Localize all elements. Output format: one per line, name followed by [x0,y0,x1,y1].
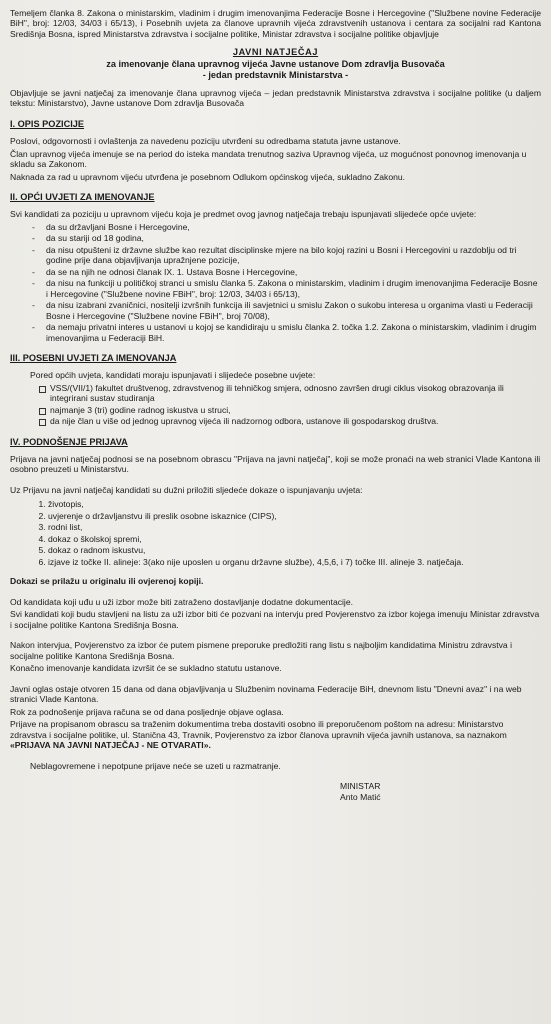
section-4-paragraph: Prijava na javni natječaj podnosi se na posebnom obrascu "Prijava na javni natječaj", koji se može pronaći na web stranici Vlade Kantona ili osobno preuzeti u Ministarstvu. [10,453,541,475]
list-item: - da nemaju privatni interes u ustanovi u kojoj se kandidiraju u smislu članka 2. točka 1.2. Zakona o ministarskim, vladinim i drugim imenovanjima u Federaciji BiH. [32,322,541,343]
section-1-paragraph: Poslovi, odgovornosti i ovlaštenja za navedenu poziciju utvrđeni su odredbama statuta javne ustanove. [10,136,401,147]
section-3-heading: III. POSEBNI UVJETI ZA IMENOVANJA [10,353,177,364]
list-item: - da nisu na funkciji u političkoj stranci u smislu članka 5. Zakona o ministarskim, vladinim i drugim imenovanjima Federacije Bosne i Hercegovine ("Službene novine FBiH", broj: 12/03, 34/03 i 65/13), [32,278,541,299]
list-item: - da se na njih ne odnosi članak IX. 1. Ustava Bosne i Hercegovine, [32,267,541,277]
notice-title: JAVNI NATJEČAJ [232,47,319,58]
section-3-lead: Pored općih uvjeta, kandidati moraju ispunjavati i slijedeće posebne uvjete: [30,370,316,381]
list-item: da nije član u više od jednog upravnog vijeća ili nadzornog odbora, ustanove ili gospodarskog društva. [38,416,541,426]
section-1-paragraph: Član upravnog vijeća imenuje se na period do isteka mandata trenutnog saziva Upravnog vijeća, uz mogućnost ponovnog imenovanja u skladu sa Zakonom. [10,148,527,170]
section-4-paragraph [10,719,541,750]
notice-title-block [10,47,541,82]
signature-block [10,781,541,802]
list-item: VSS/(VII/1) fakultet društvenog, zdravstvenog ili tehničkog smjera, odnosno završen drugi ciklus visokog obrazovanja ili integrirani sustav studiranja [38,383,541,404]
section-4-paragraph: Nakon intervjua, Povjerenstvo za izbor će putem pismene preporuke predložiti rang listu s najboljim kandidatima Ministru zdravstva i socijalne politike Kantona Središnja Bosna. [10,640,513,661]
signature-role: MINISTAR [340,781,381,792]
required-documents-list [10,499,541,567]
list-item: - da nisu otpušteni iz državne službe kao rezultat disciplinske mjere na bilo kojoj razini u Bosni i Hercegovini u razdoblju od tri godine prije dana objavljivanja upražnjene pozicije, [32,245,541,266]
section-2-heading: II. OPĆI UVJETI ZA IMENOVANJE [10,192,155,203]
section-4-paragraph: Rok za podnošenje prijava računa se od dana posljednje objave oglasa. [10,706,284,717]
list-item: 3. rodni list, [48,522,541,532]
list-item: - da nisu izabrani zvaničnici, nositelji izvršnih funkcija ili savjetnici u smislu Zakon o sukobu interesa u organima vlasti u Federaciji Bosne i Hercegovine ("Službene novine FBiH", broj 70/08), [32,300,541,321]
section-2-lead: Svi kandidati za poziciju u upravnom vijeću koja je predmet ovog javnog natječaja trebaju ispunjavati slijedeće opće uvjete: [10,209,477,220]
section-1-heading: I. OPIS POZICIJE [10,118,85,129]
general-conditions-list [10,222,541,343]
section-4-paragraph: Svi kandidati koji budu stavljeni na listu za uži izbor biti će pozvani na intervju pred Povjerenstvo za izbor kojega imenuju Ministar zdravstva i socijalne politike Kantona Središnja Bosna. [10,609,540,630]
section-4-paragraph: Javni oglas ostaje otvoren 15 dana od dana objavljivanja u Službenim novinama Federacije BiH, dnevnom listu "Dnevni avaz" i na web stranici Vlade Kantona. [10,683,522,705]
intro-paragraph: Temeljem članka 8. Zakona o ministarskim, vladinim i drugim imenovanjima Federacije Bosne i Hercegovine ("Službene novine Federacije BiH", broj: 12/03, 34/03 i 65/13), i Posebnih uvjeta za članove upravnih vijeća zdravstvenih ustanova i centara za socijalni rad Kantona Središnja Bosna, ispred Ministarstva zdravstva i socijalne politike, Ministar zdravstva i socijalne politike objavljuje [10,8,541,39]
list-item: 1. životopis, [48,499,541,509]
section-4-paragraph: Konačno imenovanje kandidata izvršit će se sukladno statutu ustanove. [10,663,282,674]
list-item: 6. izjave iz točke II. alineje: 3(ako nije uposlen u organu državne službe), 4,5,6, i 7) točke III. alineje 3. natječaja. [48,557,541,567]
notice-subtitle: za imenovanje člana upravnog vijeća Javne ustanove Dom zdravlja Busovača [106,58,445,69]
section-4-paragraph: Uz Prijavu na javni natječaj kandidati su dužni priložiti sljedeće dokaze o ispunjavanju uvjeta: [10,484,363,495]
section-4-heading: IV. PODNOŠENJE PRIJAVA [10,436,128,447]
list-item: - da su stariji od 18 godina, [32,233,541,243]
list-item: 5. dokaz o radnom iskustvu, [48,545,541,555]
list-item: 2. uvjerenje o državljanstvu ili preslik osobne iskaznice (CIPS), [48,511,541,521]
notice-subtitle-2: - jedan predstavnik Ministarstva - [202,70,349,81]
signature-name: Anto Matić [340,791,381,802]
list-item: 4. dokaz o školskoj spremi, [48,534,541,544]
address-text: Prijave na propisanom obrascu sa traženim dokumentima treba dostaviti osobno ili preporučenom poštom na adresu: Ministarstvo zdravstva i socijalne politike, ul. Stanična 43, Travnik, Povjerenstvo za izbor članova upravnih vijeća javnih ustanova, sa naznakom [10,719,507,740]
list-item: najmanje 3 (tri) godine radnog iskustva u struci, [38,405,541,415]
list-item: - da su državljani Bosne i Hercegovine, [32,222,541,232]
section-4-paragraph: Od kandidata koji uđu u uži izbor može biti zatraženo dostavljanje dodatne dokumentacije. [10,596,354,607]
original-copy-note: Dokazi se prilažu u originalu ili ovjerenoj kopiji. [10,576,204,587]
section-1-paragraph: Naknada za rad u upravnom vijeću utvrđena je posebnom Odlukom općinskog vijeća, sukladno Zakonu. [10,171,406,182]
special-conditions-list [10,383,541,427]
purpose-paragraph: Objavljuje se javni natječaj za imenovanje člana upravnog vijeća – jedan predstavnik Ministarstva zdravstva i socijalne politike (u daljem tekstu: Ministarstvo), Javne ustanove Dom zdravlja Busovača [10,87,541,109]
envelope-mark: «PRIJAVA NA JAVNI NATJEČAJ - NE OTVARATI». [10,740,211,751]
closing-note: Neblagovremene i nepotpune prijave neće se uzeti u razmatranje. [30,760,281,771]
